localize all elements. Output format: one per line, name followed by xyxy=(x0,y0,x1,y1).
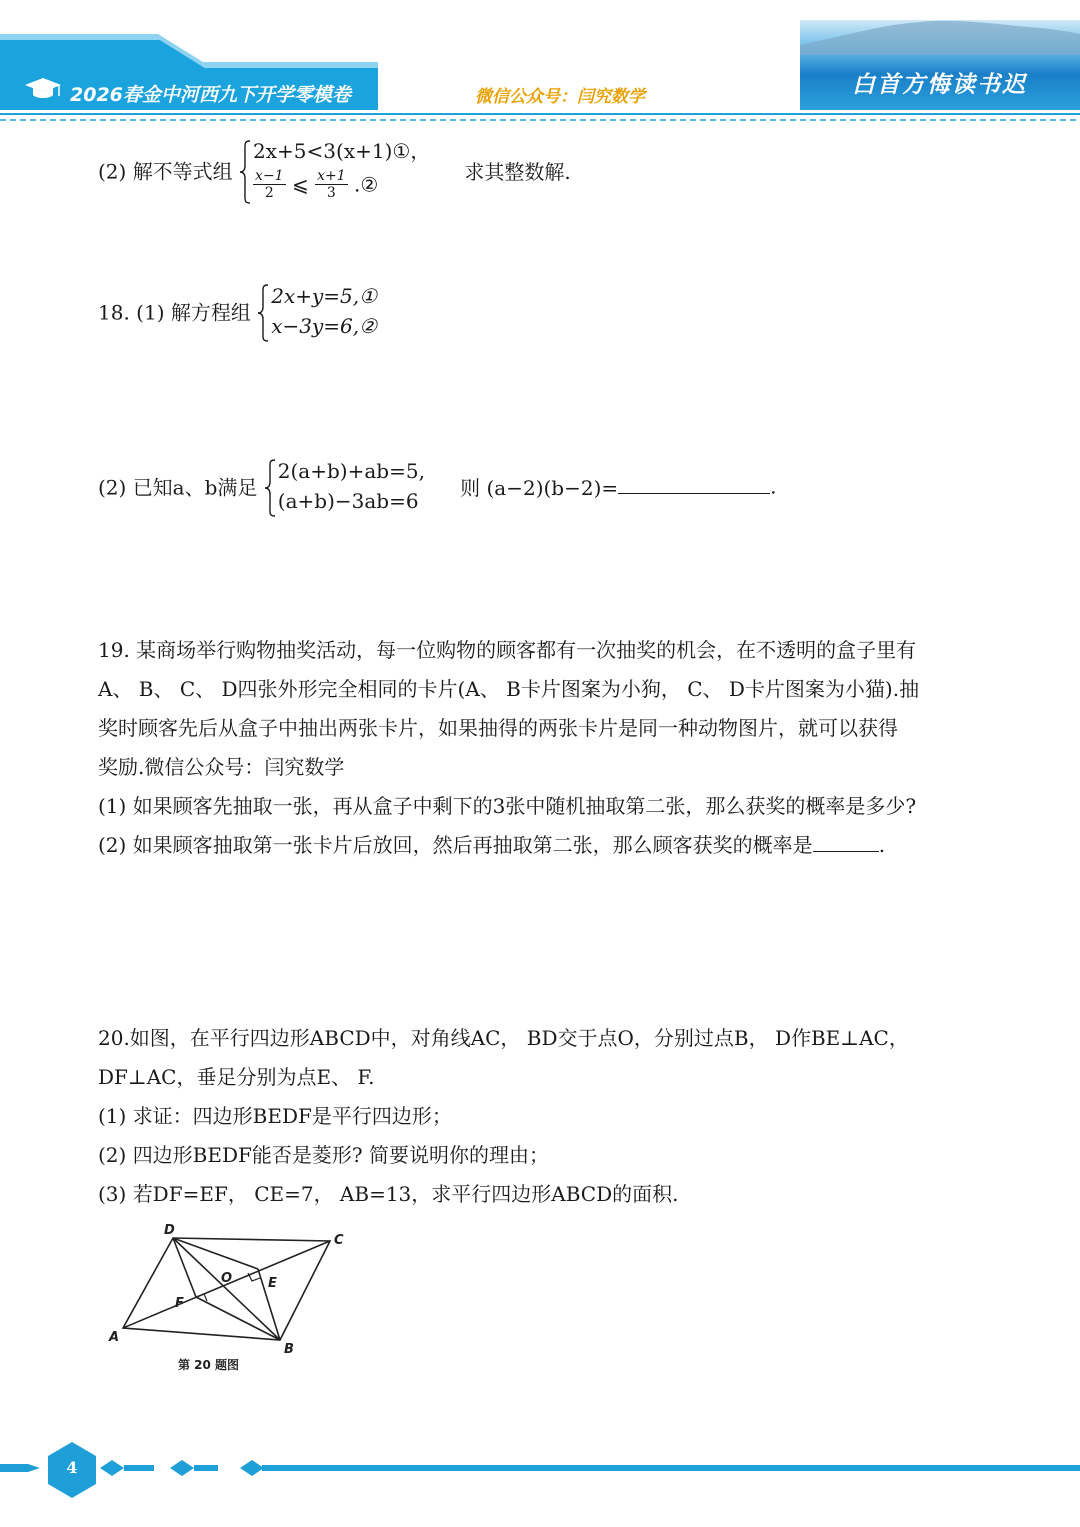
q20-part2: (2) 四边形BEDF能否是菱形? 简要说明你的理由； xyxy=(98,1143,549,1167)
q19-part2-text: (2) 如果顾客抽取第一张卡片后放回，然后再抽取第二张，那么顾客获奖的概率是 xyxy=(98,833,813,857)
q19-line4: 奖励.微信公众号：闫究数学 xyxy=(98,755,345,779)
segment-bf xyxy=(196,1297,280,1340)
frac-right-denominator: 3 xyxy=(326,185,336,201)
segment-de xyxy=(173,1238,258,1269)
left-brace-icon xyxy=(264,459,276,517)
q17-inequality-system xyxy=(239,139,431,204)
q18-part2-line2: (a+b)−3ab=6 xyxy=(277,489,419,513)
q19-line1: 19. 某商场举行购物抽奖活动，每一位购物的顾客都有一次抽奖的机会，在不透明的盒子里有 xyxy=(98,638,917,662)
label-f: F xyxy=(175,1296,184,1311)
q18-part2-line1: 2(a+b)+ab=5, xyxy=(277,459,425,483)
figure-caption: 第 20 题图 xyxy=(178,1358,240,1372)
q17-line1: 2x+5<3(x+1)①， xyxy=(253,139,431,163)
q19-line2: A、 B、 C、 D四张外形完全相同的卡片(A、 B卡片图案为小狗， C、 D卡片图案为小猫).抽 xyxy=(98,677,920,701)
q18-part2-end: . xyxy=(770,474,777,499)
label-c: C xyxy=(334,1233,344,1248)
frac-right-numerator: x+1 xyxy=(317,168,346,184)
q20 xyxy=(98,1019,909,1214)
q18-line2: x−3y=6,② xyxy=(271,314,378,338)
q20-part3: (3) 若DF=EF， CE=7， AB=13，求平行四边形ABCD的面积. xyxy=(98,1182,679,1206)
q19-part1: (1) 如果顾客先抽取一张，再从盒子中剩下的3张中随机抽取第二张，那么获奖的概率是多少? xyxy=(98,794,917,818)
q18-part2 xyxy=(98,459,777,517)
q17-part2-suffix: 求其整数解. xyxy=(464,159,571,184)
segment-df xyxy=(173,1238,196,1297)
label-d: D xyxy=(164,1223,175,1238)
q18-part2-prefix: (2) 已知a、b满足 xyxy=(98,475,258,500)
left-brace-icon xyxy=(239,140,251,204)
q20-line2: DF⊥AC，垂足分别为点E、 F. xyxy=(98,1065,375,1089)
graduation-cap-icon xyxy=(24,76,62,104)
q18-part1-prefix: 18. (1) 解方程组 xyxy=(98,300,251,325)
footer-decoration xyxy=(0,1440,1080,1500)
q20-line1: 20.如图，在平行四边形ABCD中，对角线AC， BD交于点O，分别过点B， D作BE⊥AC， xyxy=(98,1026,909,1050)
label-o: O xyxy=(221,1271,233,1286)
q18-part2-system xyxy=(264,459,448,517)
exam-title: 2026春金中河西九下开学零模卷 xyxy=(70,84,351,106)
q17-part2 xyxy=(98,140,571,204)
label-b: B xyxy=(284,1342,294,1357)
wechat-account: 微信公众号：闫究数学 xyxy=(475,87,645,107)
leq-sign: ⩽ xyxy=(291,172,309,197)
answer-blank[interactable] xyxy=(813,837,879,852)
q18-equation-system xyxy=(257,284,401,342)
frac-left-denominator: 2 xyxy=(264,185,274,201)
q18-part2-suffix: 则 (a−2)(b−2)= xyxy=(460,475,619,500)
label-a: A xyxy=(109,1330,120,1345)
q17-line2 xyxy=(253,168,378,201)
q17-part2-prefix: (2) 解不等式组 xyxy=(98,159,233,184)
q20-part1: (1) 求证：四边形BEDF是平行四边形； xyxy=(98,1104,452,1128)
q19 xyxy=(98,631,919,865)
slogan: 白首方悔读书迟 xyxy=(852,72,1027,98)
answer-blank[interactable] xyxy=(618,479,770,494)
page-number: 4 xyxy=(66,1458,78,1477)
frac-left-numerator: x−1 xyxy=(255,168,284,184)
q19-line3: 奖时顾客先后从盒子中抽出两张卡片，如果抽得的两张卡片是同一种动物图片，就可以获得 xyxy=(98,716,898,740)
q18-part1 xyxy=(98,284,401,342)
q19-part2 xyxy=(98,826,919,865)
parallelogram-figure xyxy=(100,1215,370,1385)
q17-line2-end: .② xyxy=(353,172,379,197)
q19-part2-end: . xyxy=(878,833,886,857)
label-e: E xyxy=(268,1276,277,1291)
q18-line1: 2x+y=5,① xyxy=(271,284,378,308)
left-brace-icon xyxy=(257,284,269,342)
